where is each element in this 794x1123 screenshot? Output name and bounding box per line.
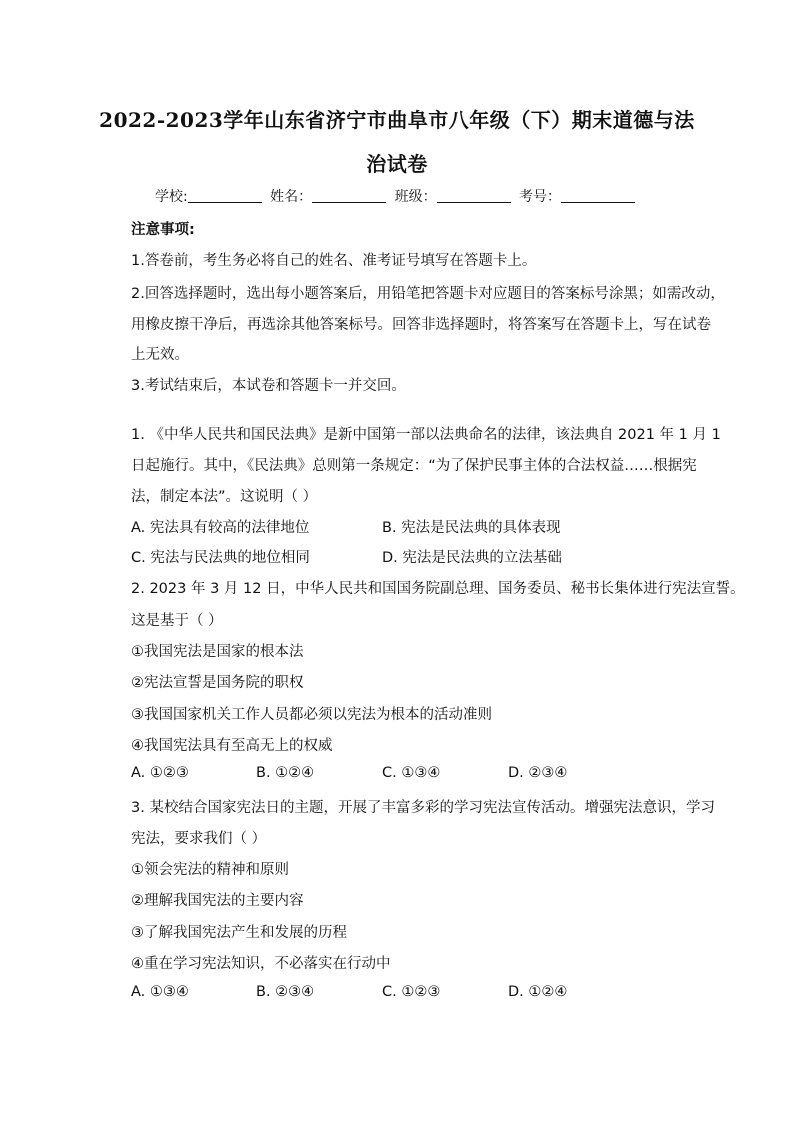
q1-option-b: B. 宪法是民法典的具体表现 xyxy=(382,520,561,536)
q1-option-d: D. 宪法是民法典的立法基础 xyxy=(382,550,562,566)
school-blank xyxy=(188,190,262,203)
exam-title-line1: 2022-2023学年山东省济宁市曲阜市八年级（下）期末道德与法 xyxy=(99,108,695,132)
student-info-row xyxy=(0,186,794,206)
name-blank xyxy=(312,190,386,203)
q3-option-d: D. ①②④ xyxy=(508,984,568,1000)
q1-stem-line2: 日起施行。其中，《民法典》总则第一条规定：“为了保护民事主体的合法权益……根据宪 xyxy=(131,458,697,474)
q2-statement-4: ④我国宪法具有至高无上的权威 xyxy=(131,738,333,754)
q3-statement-2: ②理解我国宪法的主要内容 xyxy=(131,893,304,909)
notice-item-2c: 上无效。 xyxy=(131,347,189,363)
q3-option-b: B. ②③④ xyxy=(256,984,315,1000)
exam-title-line2: 治试卷 xyxy=(366,152,428,176)
q1-option-c: C. 宪法与民法典的地位相同 xyxy=(131,550,310,566)
q2-statement-2: ②宪法宣誓是国务院的职权 xyxy=(131,675,304,691)
name-label: 姓名： xyxy=(270,189,313,205)
notice-item-2a: 2.回答选择题时，选出每小题答案后，用铅笔把答题卡对应题目的答案标号涂黑；如需改动， xyxy=(131,286,725,302)
notice-item-1: 1.答卷前，考生务必将自己的姓名、准考证号填写在答题卡上。 xyxy=(131,253,537,269)
class-blank xyxy=(437,190,511,203)
q2-option-b: B. ①②④ xyxy=(256,765,315,781)
exam-no-label: 考号： xyxy=(519,189,562,205)
notice-item-3: 3.考试结束后，本试卷和答题卡一并交回。 xyxy=(131,378,406,394)
q3-statement-4: ④重在学习宪法知识，不必落实在行动中 xyxy=(131,956,391,972)
q3-statement-1: ①领会宪法的精神和原则 xyxy=(131,862,289,878)
exam-no-blank xyxy=(561,190,635,203)
notice-item-2b: 用橡皮擦干净后，再选涂其他答案标号。回答非选择题时，将答案写在答题卡上，写在试卷 xyxy=(131,317,711,333)
class-label: 班级： xyxy=(394,189,437,205)
q1-option-a: A. 宪法具有较高的法律地位 xyxy=(131,520,310,536)
q3-stem-line2: 宪法，要求我们（ ） xyxy=(131,831,267,847)
q2-option-d: D. ②③④ xyxy=(508,765,568,781)
q3-statement-3: ③了解我国宪法产生和发展的历程 xyxy=(131,925,347,941)
q2-statement-3: ③我国国家机关工作人员都必须以宪法为根本的活动准则 xyxy=(131,707,492,723)
q2-option-c: C. ①③④ xyxy=(382,765,441,781)
q1-stem-line1: 1. 《中华人民共和国民法典》是新中国第一部以法典命名的法律，该法典自 2021 年 1 月 1 xyxy=(131,427,721,443)
q1-stem-line3: 法，制定本法”。这说明（ ） xyxy=(131,489,318,505)
q3-option-c: C. ①②③ xyxy=(382,984,441,1000)
notice-heading: 注意事项: xyxy=(131,222,195,238)
q2-statement-1: ①我国宪法是国家的根本法 xyxy=(131,644,304,660)
q2-stem-line2: 这是基于（ ） xyxy=(131,613,223,629)
q3-option-a: A. ①③④ xyxy=(131,984,189,1000)
q2-stem-line1: 2. 2023 年 3 月 12 日，中华人民共和国国务院副总理、国务委员、秘书长集体进行宪法宣誓。 xyxy=(131,581,745,597)
school-label: 学校: xyxy=(154,189,188,205)
q2-option-a: A. ①②③ xyxy=(131,765,189,781)
q3-stem-line1: 3. 某校结合国家宪法日的主题，开展了丰富多彩的学习宪法宣传活动。增强宪法意识，学习 xyxy=(131,800,715,816)
